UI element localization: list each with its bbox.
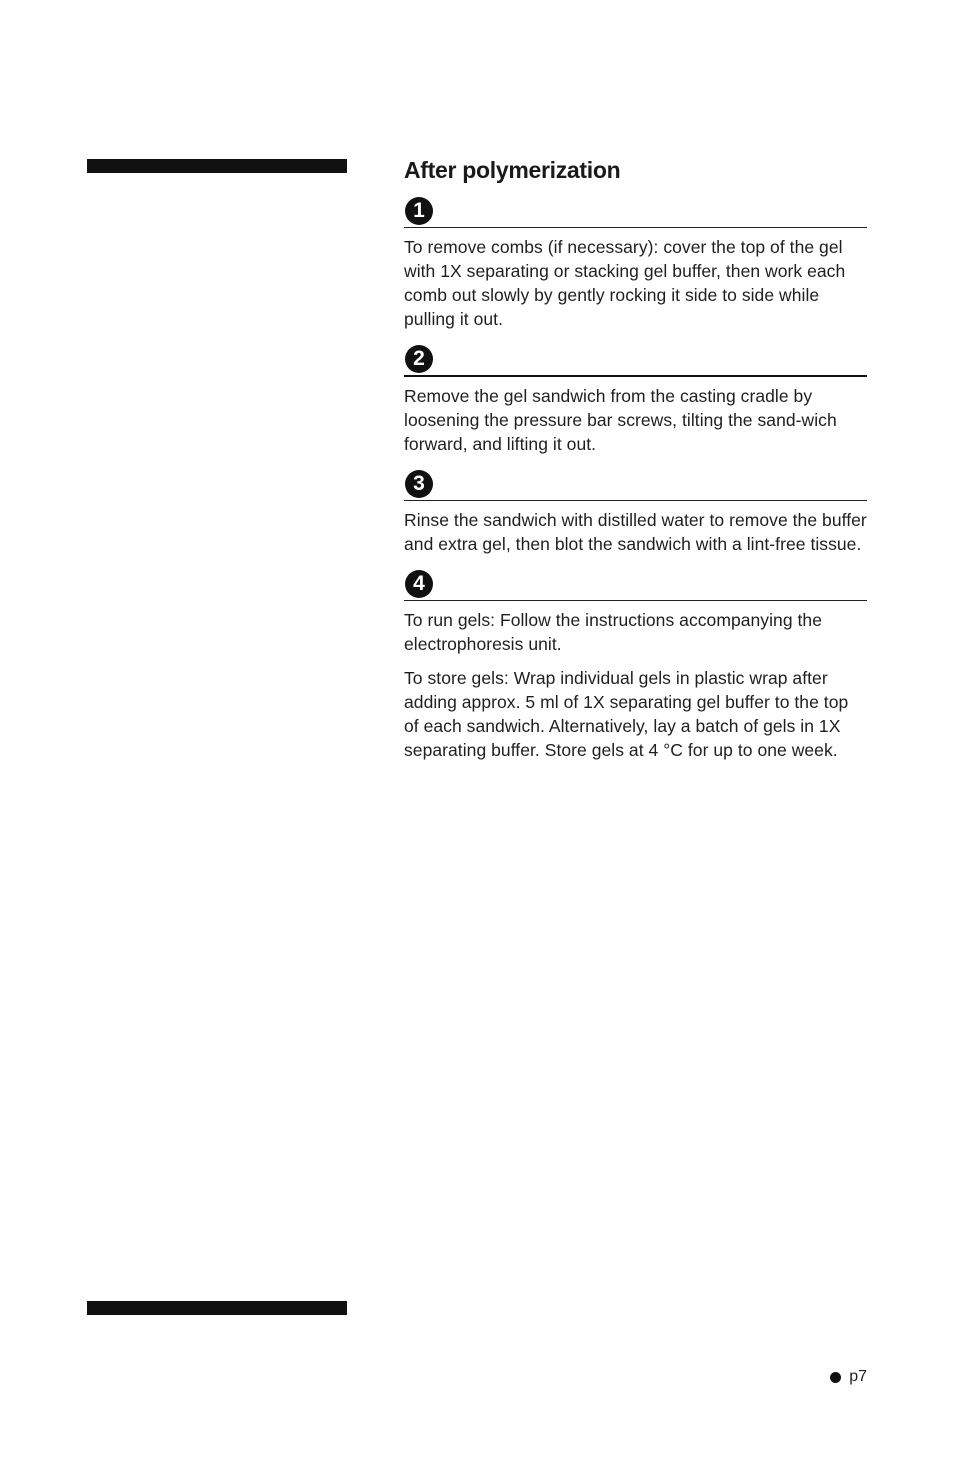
step-number-badge: 4 <box>405 570 433 598</box>
top-margin-bar <box>87 159 347 173</box>
step-body <box>404 601 867 772</box>
step-3 <box>404 466 867 566</box>
step-paragraph: Rinse the sandwich with distilled water to remove the buffer and extra gel, then blot the sandwich with a lint-free tissue. <box>404 510 867 554</box>
step-number-badge: 2 <box>405 345 433 373</box>
step-body <box>404 501 867 566</box>
step-paragraph: To store gels: Wrap individual gels in plastic wrap after adding approx. 5 ml of 1X separating gel buffer to the top of each sandwich. Alternatively, lay a batch of gels in 1X separating buffer. Store gels at 4 °C for up to one week. <box>404 668 849 760</box>
step-header <box>404 193 867 228</box>
section-title: After polymerization <box>404 157 621 183</box>
main-content <box>404 155 867 772</box>
step-header <box>404 566 867 601</box>
page-footer <box>830 1367 867 1387</box>
step-header <box>404 466 867 501</box>
step-4 <box>404 566 867 772</box>
page-number: p7 <box>849 1368 867 1385</box>
step-paragraph: To run gels: Follow the instructions accompanying the electrophoresis unit. <box>404 610 823 654</box>
bullet-icon <box>830 1372 841 1383</box>
step-number-badge: 1 <box>405 197 433 225</box>
step-body <box>404 377 867 466</box>
bottom-margin-bar <box>87 1301 347 1315</box>
step-2 <box>404 341 867 466</box>
step-header <box>404 341 867 377</box>
step-body <box>404 228 867 341</box>
step-1 <box>404 193 867 341</box>
step-paragraph: Remove the gel sandwich from the casting cradle by loosening the pressure bar screws, tilting the sand-wich forward, and lifting it out. <box>404 386 837 454</box>
step-paragraph: To remove combs (if necessary): cover the top of the gel with 1X separating or stacking gel buffer, then work each comb out slowly by gently rocking it side to side while pulling it out. <box>404 237 846 329</box>
step-number-badge: 3 <box>405 470 433 498</box>
